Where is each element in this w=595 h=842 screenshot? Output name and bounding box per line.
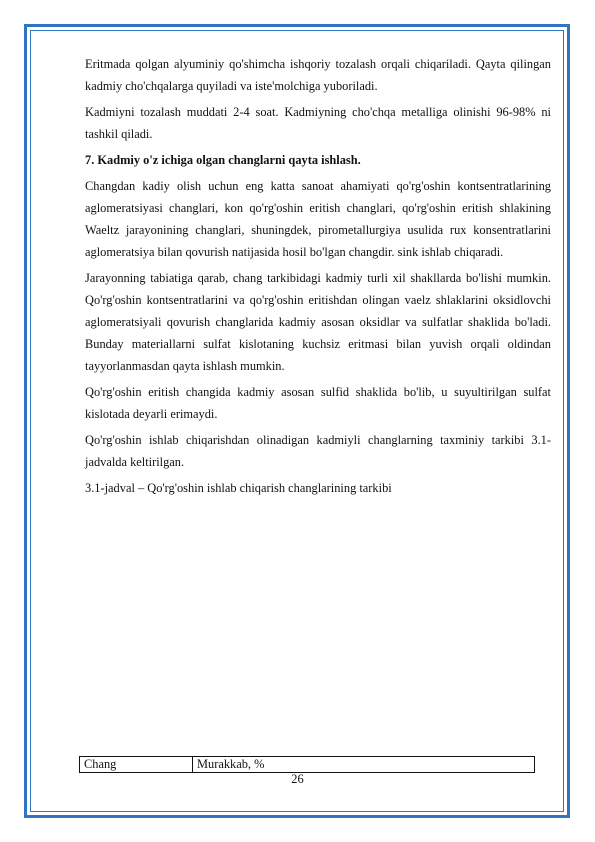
composition-table (79, 756, 535, 773)
paragraph: Changdan kadiy olish uchun eng katta sanoat ahamiyati qo'rg'oshin kontsentratlarining aglomeratsiyasi changlari, kon qo'rg'oshin eritish changlari, qo'rg'oshin eritish shlakining Waeltz jarayonining changlari, shuningdek, pirometallurgiya usulida rux konsentratlarini aglomeratsiya bilan qovurish natijasida hosil bo'lgan changdir. sink ishlab chiqaradi. (85, 179, 551, 259)
table-header-cell: Chang (80, 757, 193, 773)
table-caption: 3.1-jadval – Qo'rg'oshin ishlab chiqarish changlarining tarkibi (85, 481, 392, 495)
paragraph: Kadmiyni tozalash muddati 2-4 soat. Kadmiyning cho'chqa metalliga olinishi 96-98% ni tashkil qiladi. (85, 105, 551, 141)
page-number: 26 (291, 772, 304, 786)
paragraph: Jarayonning tabiatiga qarab, chang tarkibidagi kadmiy turli xil shakllarda bo'lishi mumkin. Qo'rg'oshin kontsentratlarini va qo'rg'oshin eritishdan olingan vaelz shlaklarini oksidlovchi aglomeratsiyali qovurish changlarida kadmiy asosan oksidlar va sulfatlar shaklida bo'ladi. Bunday materiallarni sulfat kislotaning kuchsiz eritmasi bilan yuvish orqali oldindan tayyorlanmasdan qayta ishlash mumkin. (85, 271, 551, 373)
section-heading: 7. Kadmiy o'z ichiga olgan changlarni qayta ishlash. (85, 153, 361, 167)
table-header-cell: Murakkab, % (193, 757, 535, 773)
paragraph: Eritmada qolgan alyuminiy qo'shimcha ishqoriy tozalash orqali chiqariladi. Qayta qilingan kadmiy cho'chqalarga quyiladi va iste'molchiga yuboriladi. (85, 57, 551, 93)
paragraph: Qo'rg'oshin ishlab chiqarishdan olinadigan kadmiyli changlarning taxminiy tarkibi 3.1-jadvalda keltirilgan. (85, 433, 551, 469)
table-header-row (80, 757, 535, 773)
paragraph: Qo'rg'oshin eritish changida kadmiy asosan sulfid shaklida bo'lib, u suyultirilgan sulfat kislotada deyarli erimaydi. (85, 385, 551, 421)
document-body (85, 53, 551, 503)
